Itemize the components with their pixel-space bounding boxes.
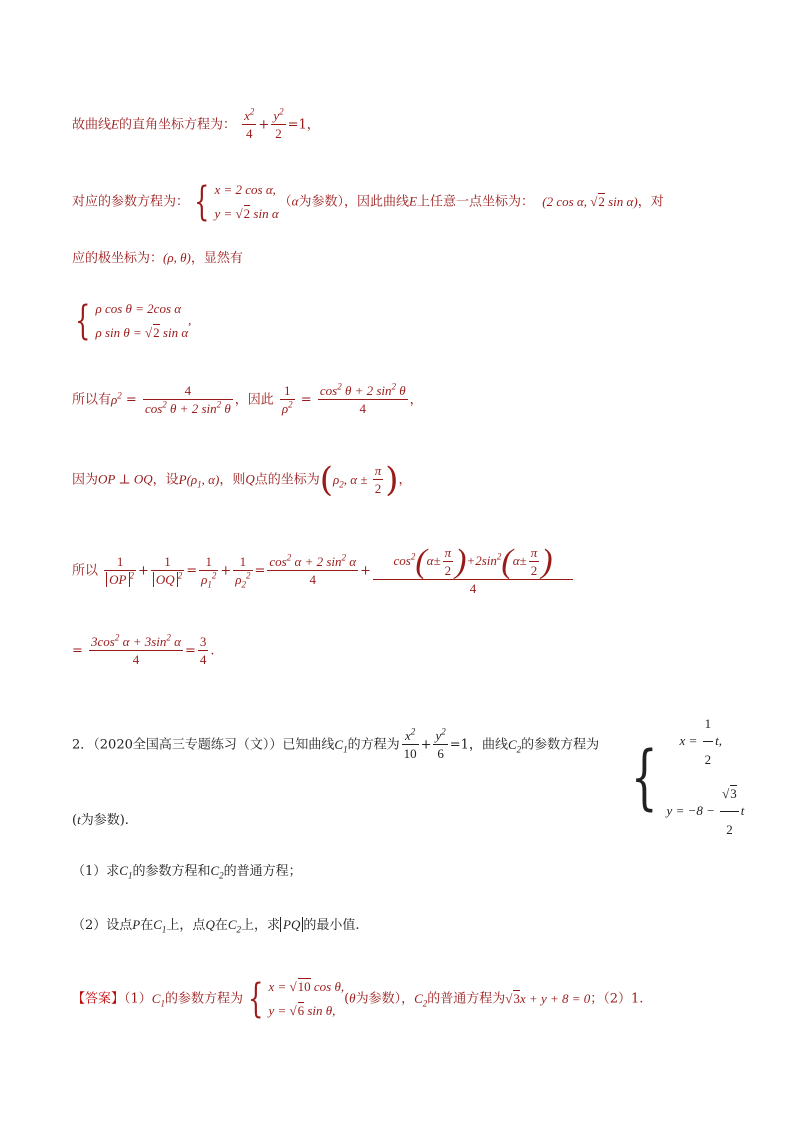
fraction: $\frac{1}{OQ ^2}$	[151, 554, 184, 588]
line-param-equation: 对应的参数方程为： { x = 2 cos α, y = √2 sin α （α为参数），因此曲线E上任意一点坐标为： (2 cos α, √2 sin α)，对	[72, 179, 664, 225]
fraction: $\cos^2(\alpha\pm$ $\frac{\pi}{2}$ )$+2\sin^2(\alpha\pm$ $\frac{\pi}{2}$ ) 4	[373, 545, 573, 597]
cases: ρ cos θ = 2cos α ρ sin θ = √2 sin α	[95, 301, 189, 340]
cases: x = √10 cos θ, y = √6 sin θ,	[268, 979, 345, 1018]
left-brace: {	[194, 179, 210, 225]
fraction: $\frac{3}{4}$	[199, 634, 207, 667]
fraction: $\frac{1}{\rho_1^2}$	[201, 554, 217, 590]
left-brace: {	[248, 976, 264, 1022]
left-brace: {	[75, 298, 91, 344]
fraction: $\frac{y^2}{6}$	[435, 726, 446, 761]
line-curve-e-equation: 故曲线E的直角坐标方程为： $\frac{x^2}{4}$ + $\frac{y^2}{2}$ =1，	[72, 106, 320, 141]
fraction: $\frac{x^2}{10}$	[403, 726, 417, 761]
answer-line: 【答案】$(1)C_1$的参数方程为 { x = √10 cos θ, y = √6 sin θ, (θ为参数），$C_2$的普通方程为√3x + y + 8 = 0；（2）1.	[72, 976, 644, 1022]
line-polar-system: { ρ cos θ = 2cos α ρ sin θ = √2 sin α ,	[75, 298, 192, 344]
sub-question-1: （1）求$C_1$的参数方程和$C_2$的普通方程；	[72, 863, 302, 881]
line-rho-squared: 所以有$\rho^2$ = $\frac{4}{\cos^2 \theta + 2 \sin^2 \theta}$ ，因此 $\frac{1}{\rho^2}$ = $\frac{\cos^2 \theta + 2 \sin^2 \theta}{4}$ ，	[72, 381, 423, 416]
line-polar-coords: 应的极坐标为：(ρ, θ)，显然有	[72, 250, 243, 266]
fraction: $\frac{x^2}{4}$	[244, 106, 255, 141]
fraction: $\frac{4}{\cos^2 \theta + 2 \sin^2 \theta}$	[144, 383, 231, 416]
line-op-perp-oq: 因为OP ⊥ OQ，设$P(\rho_1$, α)，则Q点的坐标为($\rho_2$, α ± $\frac{\pi}{2}$ )，	[72, 460, 412, 500]
fraction: $\frac{1}{OP ^2}$	[104, 554, 136, 588]
fraction: $\frac{y^2}{2}$	[273, 106, 284, 141]
fraction: $\frac{\pi}{2}$	[374, 463, 382, 496]
fraction: $\frac{\cos^2 \alpha + 2 \sin^2 \alpha}{4}$	[269, 552, 357, 587]
answer-tag: 【答案】	[72, 991, 125, 1007]
fraction: $\frac{1}{\rho^2}$	[281, 383, 293, 416]
t-param-note: (t为参数).	[72, 812, 129, 828]
line-result: = $\frac{3\cos^2 \alpha + 3\sin^2 \alpha}{4}$ = $\frac{3}{4}$ .	[72, 632, 215, 667]
fraction: $\frac{\cos^2 \theta + 2 \sin^2 \theta}{4}$	[319, 381, 406, 416]
c2-param-system	[622, 707, 744, 847]
cases: x = $\frac{1}{2}$ t, y = −8 − $\frac{√3}{2}$ t	[667, 707, 745, 847]
question-2: 2．（2020全国高三专题练习（文））已知曲线$C_1$的方程为 $\frac{x^2}{10}$ + $\frac{y^2}{6}$ =1，曲线$C_2$的参数方程为	[72, 726, 600, 761]
cases: x = 2 cos α, y = √2 sin α	[214, 182, 279, 221]
line-sum-reciprocal: 所以 $\frac{1}{OP ^2}$ + $\frac{1}{OQ ^2}$ = $\frac{1}{\rho_1^2}$ + $\frac{1}{\rho_2^2}$ = $\frac{\cos^2 \alpha + 2 \sin^2 \alpha}{4}$ + $\cos^2(\alpha\pm$ $\frac{\pi}{2}$ )$+2\sin^2(\alpha\pm$ $\frac{\pi}{2}$ ) 4	[72, 545, 575, 597]
fraction: $\frac{1}{\rho_2^2}$	[235, 554, 251, 590]
sub-question-2: （2）设点P在$C_1$上，点Q在$C_2$上，求 PQ 的最小值.	[72, 917, 360, 935]
fraction: $\frac{3\cos^2 \alpha + 3\sin^2 \alpha}{4}$	[91, 632, 181, 667]
left-brace: {	[630, 736, 658, 818]
